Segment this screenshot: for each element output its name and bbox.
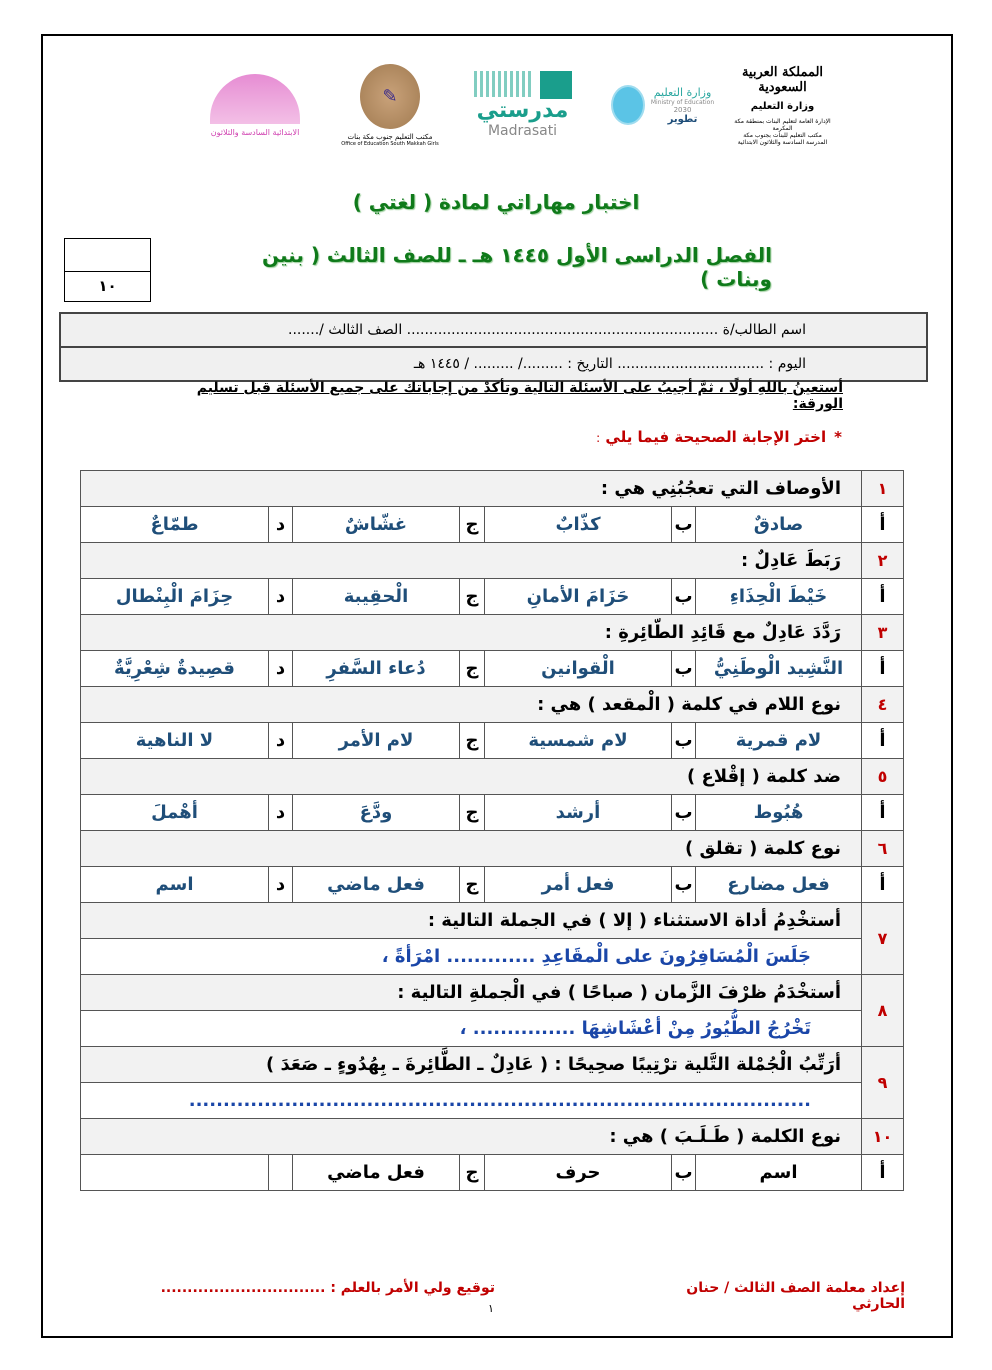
- option-letter-b: ب: [672, 723, 696, 759]
- option-c[interactable]: الْحقِيبة: [293, 579, 460, 615]
- question-row: [81, 543, 904, 579]
- date-row[interactable]: اليوم : ................................. التاريخ : ........./ ......... / ١٤٤٥ هـ: [61, 346, 926, 380]
- option-letter-d: د: [269, 723, 293, 759]
- option-letter-a: أ: [862, 1155, 904, 1191]
- option-c[interactable]: لام الأمر: [293, 723, 460, 759]
- page-number: ١: [488, 1302, 494, 1315]
- question-text: رَبَطَ عَادِلٌ :: [81, 543, 862, 579]
- question-row: [81, 831, 904, 867]
- option-letter-b: ب: [672, 507, 696, 543]
- option-b[interactable]: أرشد: [485, 795, 672, 831]
- question-number: ٢: [862, 543, 904, 579]
- option-letter-c: ج: [460, 723, 485, 759]
- option-letter-c: ج: [460, 651, 485, 687]
- option-a[interactable]: النَّشِيد الْوطَنِيُّ: [696, 651, 862, 687]
- option-letter-b: ب: [672, 795, 696, 831]
- options-row: [81, 867, 904, 903]
- options-row: [81, 507, 904, 543]
- answer-row: [81, 1011, 904, 1047]
- question-number: ٥: [862, 759, 904, 795]
- question-number: ٤: [862, 687, 904, 723]
- logo-text: 2030: [673, 105, 692, 114]
- logo-text: Madrasati: [487, 123, 558, 139]
- question-text: أرَتِّبُ الْجُمْلة التَّلية ترْتِيبًا صحِيحًا : ( عَادِلٌ ـ الطَّائِرةَ ـ بِهُدُوءٍ ـ صَعَدَ ): [81, 1047, 862, 1083]
- option-a[interactable]: لام قمرية: [696, 723, 862, 759]
- answer-field[interactable]: ...........................................................................................: [81, 1083, 862, 1119]
- logo-text: مكتب التعليم للبنات بجنوب مكة: [743, 131, 822, 139]
- option-letter-a: أ: [862, 579, 904, 615]
- question-number: ٨: [862, 975, 904, 1047]
- student-name-row[interactable]: اسم الطالب/ة ...................................................................... الصف الثالث /.......: [288, 322, 806, 338]
- saudi-moe-logo: [730, 55, 835, 155]
- options-row: [81, 579, 904, 615]
- question-row: [81, 759, 904, 795]
- option-b[interactable]: حرف: [485, 1155, 672, 1191]
- school-logo: [195, 55, 315, 155]
- option-b[interactable]: لام شمسية: [485, 723, 672, 759]
- star-mark: *: [834, 428, 842, 446]
- emblem-icon: [611, 85, 645, 125]
- questions-table: [80, 470, 904, 1191]
- answer-field[interactable]: تَخْرُجُ الطُّيُورُ مِنْ أعْشَاشِهَا ............... ،: [81, 1011, 862, 1047]
- instructions: أستعينُ باللهِ أولًا ، ثمَّ أجيبُ على الأسئلة التالية وتأكدْ من إجاباتك على جميع الأسئلة قبل تسليم الورقة:: [196, 380, 843, 412]
- option-b[interactable]: فعل أمر: [485, 867, 672, 903]
- option-letter-a: أ: [862, 651, 904, 687]
- madrasati-logo: [465, 55, 580, 155]
- option-letter-c: ج: [460, 579, 485, 615]
- option-letter-b: ب: [672, 579, 696, 615]
- option-c[interactable]: فعل ماضي: [293, 867, 460, 903]
- score-box: [64, 238, 151, 302]
- option-d[interactable]: أهْملَ: [81, 795, 269, 831]
- exam-title: اختبار مهاراتي لمادة ( لغتي ): [352, 190, 640, 214]
- logo-text: Office of Education South Makkah Girls: [341, 140, 439, 147]
- option-c[interactable]: دُعاء السَّفرِ: [293, 651, 460, 687]
- student-info-table: [59, 312, 928, 382]
- option-letter-a: أ: [862, 867, 904, 903]
- option-c[interactable]: غشّاشٌ: [293, 507, 460, 543]
- option-letter-d: [269, 1155, 293, 1191]
- question-number: ٩: [862, 1047, 904, 1119]
- answer-row: [81, 1083, 904, 1119]
- question-number: ١٠: [862, 1119, 904, 1155]
- option-letter-a: أ: [862, 723, 904, 759]
- option-d[interactable]: لا الناهية: [81, 723, 269, 759]
- option-d[interactable]: اسم: [81, 867, 269, 903]
- office-logo: [330, 55, 450, 155]
- question-text: نوع الكلمة ( طَـلَـبَ ) هي :: [81, 1119, 862, 1155]
- option-letter-c: ج: [460, 867, 485, 903]
- option-letter-d: د: [269, 867, 293, 903]
- option-a[interactable]: صادقٌ: [696, 507, 862, 543]
- option-letter-d: د: [269, 795, 293, 831]
- option-d[interactable]: قصِيدةٌ شِعْرِيَّةٌ: [81, 651, 269, 687]
- question-number: ٣: [862, 615, 904, 651]
- section-title: [450, 428, 842, 446]
- option-a[interactable]: اسم: [696, 1155, 862, 1191]
- section-colon: :: [596, 431, 601, 445]
- logo-text: المملكة العربية السعودية: [741, 64, 824, 95]
- question-number: ٦: [862, 831, 904, 867]
- question-row: [81, 975, 904, 1011]
- option-letter-d: د: [269, 579, 293, 615]
- option-b[interactable]: حَزَامَ الأمانِ: [485, 579, 672, 615]
- question-text: رَدَّدَ عَادِلٌ مع قَائِدِ الطّائِرةِ :: [81, 615, 862, 651]
- option-d[interactable]: طمّاعٌ: [81, 507, 269, 543]
- teacher-credit: إعداد معلمة الصف الثالث / حنان الحارثي: [686, 1280, 905, 1312]
- logo-text: الابتدائية السادسة والثلاثون: [210, 127, 300, 137]
- book-icon: [540, 71, 572, 99]
- answer-field[interactable]: جَلَسَ الْمُسَافِرُونَ على الْمقَاعِدِ ............. امْرَأةً ،: [81, 939, 862, 975]
- option-a[interactable]: هُبُوط: [696, 795, 862, 831]
- question-row: [81, 1119, 904, 1155]
- logo-text: وزارة التعليم: [750, 100, 815, 112]
- total-score: ١٠: [98, 277, 117, 295]
- option-letter-c: ج: [460, 795, 485, 831]
- option-b[interactable]: كذّابٌ: [485, 507, 672, 543]
- score-field[interactable]: [65, 239, 150, 272]
- logo-text: مدرستي: [476, 98, 569, 123]
- option-letter-b: ب: [672, 1155, 696, 1191]
- question-number: ١: [862, 471, 904, 507]
- question-row: [81, 903, 904, 939]
- question-row: [81, 471, 904, 507]
- question-text: الأوصاف التي تعجُبُنِي هي :: [81, 471, 862, 507]
- question-text: ضد كلمة ( إقْلاع ): [81, 759, 862, 795]
- option-d[interactable]: [81, 1155, 269, 1191]
- logo-text: وزارة التعليم: [653, 85, 712, 99]
- option-d[interactable]: حِزَامَ الْبِنْطال: [81, 579, 269, 615]
- option-letter-d: د: [269, 651, 293, 687]
- options-row: [81, 651, 904, 687]
- exam-subtitle: الفصل الدراسى الأول ١٤٤٥ هـ ـ للصف الثالث ( بنين وبنات ): [262, 243, 772, 291]
- question-text: أستخْدِمُ أداة الاستثناء ( إلا ) في الجملة التالية :: [81, 903, 862, 939]
- dots-icon: [474, 71, 534, 97]
- question-text: نوع اللام في كلمة ( الْمقعد ) هي :: [81, 687, 862, 723]
- option-letter-b: ب: [672, 867, 696, 903]
- option-b[interactable]: الْقوانين: [485, 651, 672, 687]
- logo-text: الإدارة العامة لتعليم البنات بمنطقة مكة المكرمة: [734, 117, 831, 132]
- options-row: [81, 723, 904, 759]
- question-number: ٧: [862, 903, 904, 975]
- options-row: [81, 795, 904, 831]
- question-text: أستخْدَمُ ظرْفَ الزَّمان ( صباحًا ) في الْجملةِ التالية :: [81, 975, 862, 1011]
- option-letter-d: د: [269, 507, 293, 543]
- question-row: [81, 615, 904, 651]
- option-letter-b: ب: [672, 651, 696, 687]
- question-row: [81, 1047, 904, 1083]
- option-a[interactable]: فعل مضارع: [696, 867, 862, 903]
- option-c[interactable]: ودَّعَ: [293, 795, 460, 831]
- options-row: [81, 1155, 904, 1191]
- guardian-signature[interactable]: توقيع ولي الأمر بالعلم : ...............................: [160, 1280, 495, 1296]
- calligraphy-icon: ✎: [360, 64, 420, 129]
- question-text: نوع كلمة ( تقلق ): [81, 831, 862, 867]
- option-letter-c: ج: [460, 507, 485, 543]
- option-letter-c: ج: [460, 1155, 485, 1191]
- section-title-text: اختر الإجابة الصحيحة فيما يلي: [605, 428, 827, 446]
- option-letter-a: أ: [862, 507, 904, 543]
- book-people-icon: [210, 74, 300, 124]
- option-a[interactable]: خَيْطَ الْحِذَاءِ: [696, 579, 862, 615]
- logo-text: تطوير: [667, 113, 698, 125]
- ministry-logo: [600, 55, 725, 155]
- option-c[interactable]: فعل ماضي: [293, 1155, 460, 1191]
- option-letter-a: أ: [862, 795, 904, 831]
- logo-text: المدرسة السادسة والثلاثون الابتدائية: [737, 138, 828, 146]
- answer-row: [81, 939, 904, 975]
- question-row: [81, 687, 904, 723]
- logo-text: Ministry of Education: [650, 98, 715, 106]
- logo-text: مكتب التعليم جنوب مكة بنات: [347, 132, 433, 141]
